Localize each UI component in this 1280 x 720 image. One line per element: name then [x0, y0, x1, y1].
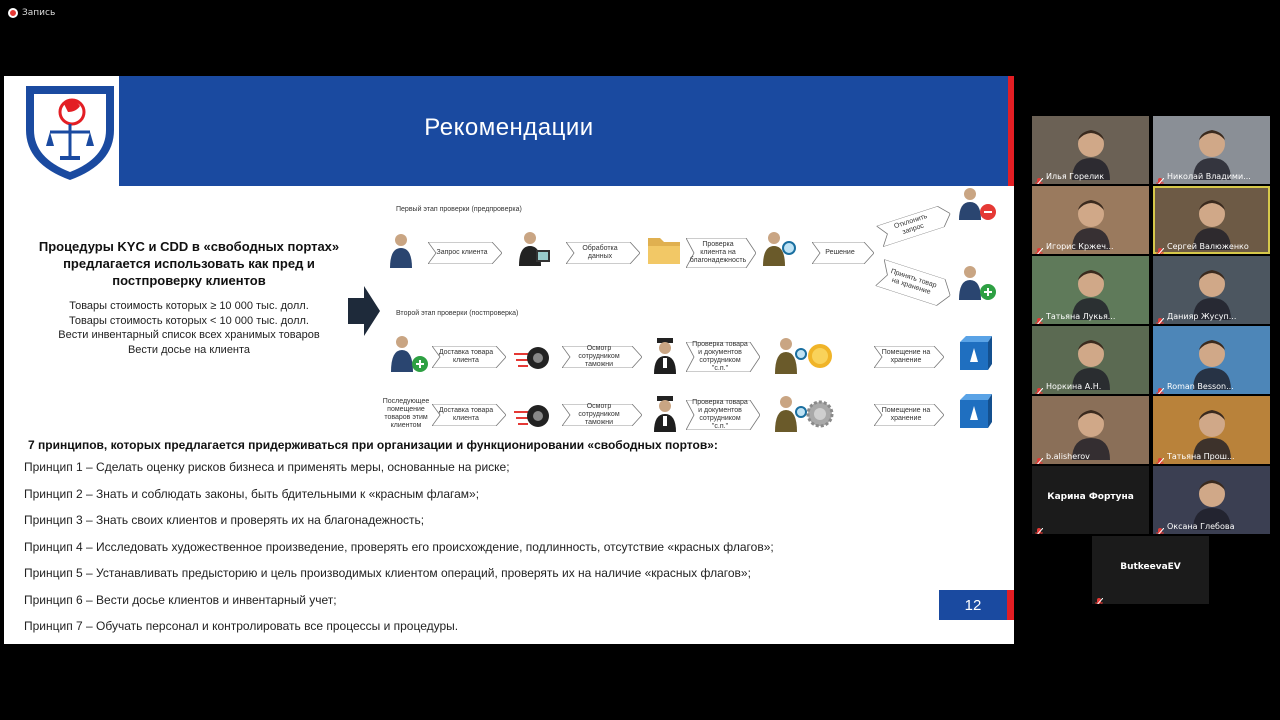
- flow-step-label: Проверка товара и документов сотрудником "с.п.": [692, 399, 748, 430]
- kyc-line: Вести инвентарный список всех хранимых товаров: [58, 329, 320, 341]
- reject-person-icon: [956, 186, 996, 222]
- outcome-step: [875, 259, 954, 308]
- principle-item: Принцип 5 – Устанавливать предысторию и цель производимых клиентом операций, проверять их на наличие «красных флагов»;: [24, 566, 751, 580]
- client-person-icon: [388, 232, 414, 268]
- muted-mic-icon: [1035, 452, 1043, 461]
- flow-step: [562, 346, 642, 368]
- participant-name: b.alisherov: [1046, 452, 1090, 461]
- flow-step: [428, 242, 502, 264]
- stage2-label: Второй этап проверки (постпроверка): [396, 310, 519, 317]
- participant-tile[interactable]: [1153, 116, 1270, 184]
- flow-step: [562, 404, 642, 426]
- participant-tile[interactable]: [1092, 536, 1209, 604]
- muted-mic-icon: [1035, 312, 1043, 321]
- customs-officer-icon: [652, 338, 678, 374]
- participant-name: Данияр Жусуп...: [1167, 312, 1237, 321]
- participant-tile[interactable]: [1032, 116, 1149, 184]
- client-add-icon: [388, 334, 428, 374]
- participant-name: Игорис Кржеч...: [1046, 242, 1114, 251]
- participant-name: Сергей Валюженко: [1167, 242, 1249, 251]
- muted-mic-icon: [1156, 312, 1164, 321]
- storage-box-icon: [958, 336, 992, 372]
- flow-step-label: Доставка товара клиента: [438, 349, 494, 364]
- participant-name: Илья Горелик: [1046, 172, 1105, 181]
- flow-step: [874, 346, 944, 368]
- flow-step: [432, 404, 506, 426]
- shield-logo-icon: [22, 82, 118, 182]
- muted-mic-icon: [1156, 522, 1164, 531]
- recording-indicator[interactable]: [8, 6, 55, 20]
- participant-name: ButkeevaEV: [1120, 562, 1181, 572]
- participant-name: Оксана Глебова: [1167, 522, 1235, 531]
- outcome-label: Принять товар на хранение: [889, 268, 938, 296]
- kyc-line: Вести досье на клиента: [127, 343, 251, 356]
- inspector-magnifier-icon: [762, 230, 798, 268]
- flow-step: [812, 242, 874, 264]
- principle-item: Принцип 3 – Знать своих клиентов и проверять их на благонадежность;: [24, 513, 425, 527]
- muted-mic-icon: [1035, 242, 1043, 251]
- participant-name: Татьяна Прош...: [1167, 452, 1235, 461]
- participant-tile[interactable]: [1153, 396, 1270, 464]
- storage-box-icon: [958, 394, 992, 430]
- flow-step: [874, 404, 944, 426]
- participant-tile[interactable]: [1153, 186, 1270, 254]
- participant-name: Карина Фортуна: [1047, 492, 1134, 502]
- muted-mic-icon: [1095, 592, 1103, 601]
- page-number: 12: [939, 590, 1007, 620]
- inspector-gear-icon: [774, 394, 834, 434]
- participant-tile[interactable]: [1153, 326, 1270, 394]
- participant-tile[interactable]: [1032, 186, 1149, 254]
- flow-step-label: Запрос клиента: [436, 249, 488, 256]
- kyc-line: Товары стоимость которых ≥ 10 000 тыс. долл.: [69, 300, 309, 312]
- flow-step-label: Помещение на хранение: [881, 349, 931, 364]
- participant-name: Норкина А.Н.: [1046, 382, 1102, 391]
- accept-person-icon: [956, 264, 996, 302]
- principles-section: [24, 438, 984, 644]
- muted-mic-icon: [1156, 452, 1164, 461]
- muted-mic-icon: [1035, 382, 1043, 391]
- flow-step-label: Проверка товара и документов сотрудником "с.п.": [692, 341, 748, 372]
- flow-step-label: Осмотр сотрудником таможни: [578, 345, 620, 368]
- record-icon: [8, 8, 18, 18]
- slide-edge-stripe: [1008, 76, 1014, 186]
- logo-area: [4, 76, 119, 186]
- slide-title: Рекомендации: [424, 114, 594, 141]
- participant-name: Татьяна Лукья...: [1046, 312, 1116, 321]
- flow-step-label: Обработка данных: [582, 245, 618, 260]
- stage1-label: Первый этап проверки (предпроверка): [396, 206, 522, 213]
- principle-item: Принцип 6 – Вести досье клиентов и инвентарный учет;: [24, 592, 337, 607]
- page-number-stripe: [1007, 590, 1014, 620]
- flow-step: [686, 400, 760, 430]
- participant-tile[interactable]: [1032, 256, 1149, 324]
- flow-step-label: Доставка товара клиента: [438, 407, 494, 422]
- flow-step: [686, 238, 756, 268]
- recording-label: Запись: [22, 8, 56, 18]
- participant-tile[interactable]: [1032, 396, 1149, 464]
- flow-step: [686, 342, 760, 372]
- shared-slide: [4, 76, 1014, 644]
- customs-officer-icon: [652, 396, 678, 432]
- principle-item: Принцип 2 – Знать и соблюдать законы, быть бдительными к «красным флагам»;: [24, 486, 480, 501]
- flow-step: [566, 242, 640, 264]
- kyc-line: Товары стоимость которых < 10 000 тыс. долл.: [69, 314, 309, 327]
- right-arrow-icon: [348, 286, 380, 336]
- participant-tile[interactable]: [1032, 326, 1149, 394]
- row3-lead-label: Последующее помещение товаров этим клиентом: [382, 398, 430, 429]
- process-diagram: [382, 186, 1014, 436]
- participant-tile[interactable]: [1153, 256, 1270, 324]
- folder-icon: [646, 232, 682, 266]
- principles-title: 7 принципов, которых предлагается придерживаться при организации и функционировании «свободных портов»:: [28, 438, 718, 452]
- inspector-approve-icon: [774, 336, 834, 376]
- muted-mic-icon: [1156, 172, 1164, 181]
- muted-mic-icon: [1156, 242, 1164, 251]
- slide-header: [4, 76, 1014, 186]
- principle-item: Принцип 1 – Сделать оценку рисков бизнеса и применять меры, основанные на риске;: [24, 460, 510, 474]
- flow-step-label: Помещение на хранение: [881, 407, 931, 422]
- kyc-lines: [24, 299, 354, 357]
- flow-step-label: Осмотр сотрудником таможни: [578, 403, 620, 426]
- principle-item: Принцип 4 – Исследовать художественное произведение, проверять его происхождение, подлинность, отсутствие «красных флагов»;: [24, 539, 774, 554]
- kyc-title: Процедуры KYC и CDD в «свободных портах» предлагается использовать как пред и постпроверку клиентов: [38, 239, 340, 288]
- operator-computer-icon: [516, 230, 552, 268]
- outcome-step: [876, 203, 953, 247]
- participant-tile[interactable]: [1153, 466, 1270, 534]
- participant-name: Roman Besson...: [1167, 382, 1234, 391]
- fast-delivery-icon: [514, 402, 550, 430]
- participant-name: Николай Владими...: [1167, 172, 1251, 181]
- outcome-label: Отклонить запрос: [893, 212, 929, 237]
- flow-step-label: Проверка клиента на благонадежность: [689, 241, 747, 264]
- principle-item: Принцип 7 – Обучать персонал и контролировать все процессы и процедуры.: [24, 619, 459, 633]
- flow-step: [432, 346, 506, 368]
- fast-delivery-icon: [514, 344, 550, 372]
- flow-step-label: Решение: [825, 249, 855, 256]
- participant-tile[interactable]: [1032, 466, 1149, 534]
- muted-mic-icon: [1156, 382, 1164, 391]
- muted-mic-icon: [1035, 172, 1043, 181]
- muted-mic-icon: [1035, 522, 1043, 531]
- kyc-block: [24, 238, 354, 357]
